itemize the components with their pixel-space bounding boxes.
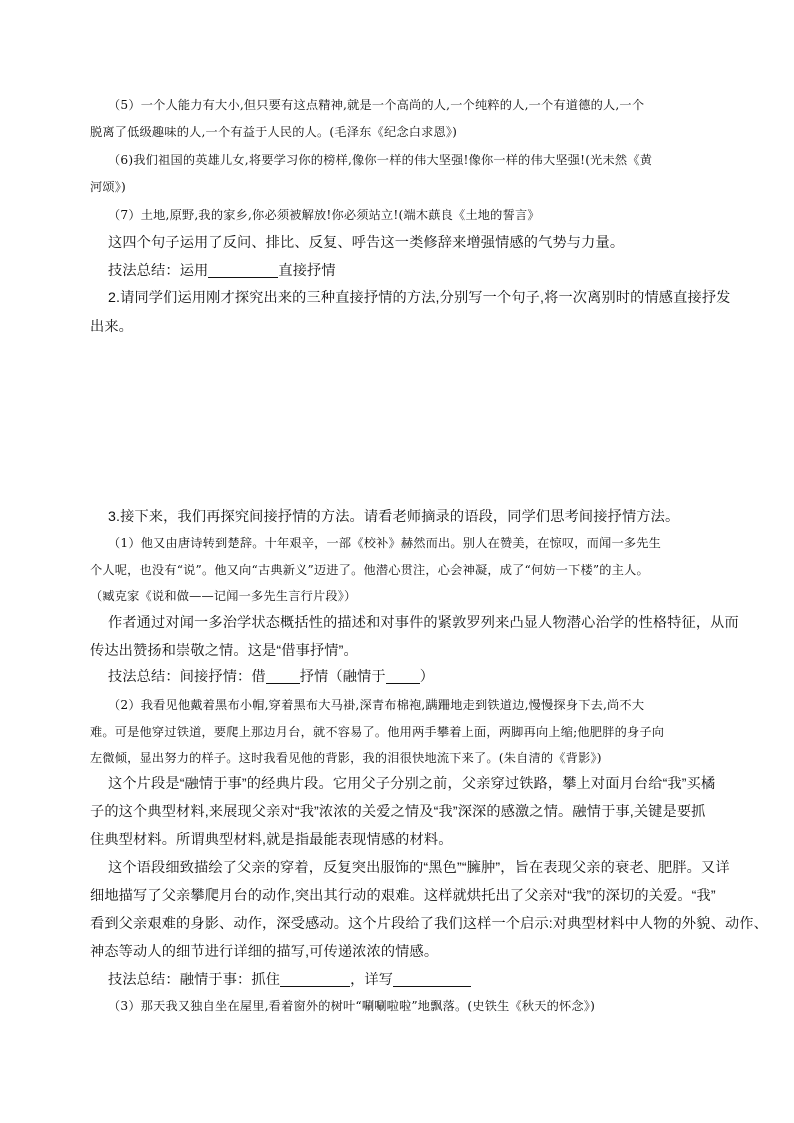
analysis-2-line-2: 子的这个典型材料,来展现父亲对“我”浓浓的关爱之情及“我”深深的感激之情。融情于事,关键是要抓 — [90, 804, 706, 820]
summary-suffix: 直接抒情 — [278, 263, 336, 279]
analysis-1-line-1: 作者通过对闻一多治学状态概括性的描述和对事件的紧敦罗列来凸显人物潜心治学的性格特征，从而 — [108, 615, 739, 631]
analysis-1-line-2: 传达出赞扬和崇敬之情。这是“借事抒情”。 — [90, 643, 358, 659]
analysis-3-line-2: 细地描写了父亲攀爬月台的动作,突出其行动的艰难。这样就烘托出了父亲对“我”的深切的关爱。“我” — [90, 888, 716, 904]
example-5-line-1: （5）一个人能力有大小,但只要有这点精神,就是一个高尚的人,一个纯粹的人,一个有道德的人,一个 — [108, 98, 645, 112]
analysis-rhetoric: 这四个句子运用了反问、排比、反复、呼告这一类修辞来增强情感的气势与力量。 — [108, 235, 625, 251]
analysis-3-line-3: 看到父亲艰难的身影、动作，深受感动。这个片段给了我们这样一个启示:对典型材料中人物的外貌、动作、 — [90, 916, 768, 932]
summary-middle: 抒情（融情于 — [299, 669, 386, 685]
technique-summary-direct — [108, 260, 336, 280]
analysis-3-line-4: 神态等动人的细节进行详细的描写,可传递浓浓的情感。 — [90, 944, 439, 960]
summary-label: 技法总结：运用 — [108, 263, 209, 279]
technique-summary-detail — [108, 969, 471, 989]
example-5-line-2: 脱离了低级趣味的人,一个有益于人民的人。(毛泽东《纪念白求恩》) — [90, 125, 458, 139]
excerpt-1-line-2: 个人呢，也没有“说”。他又向“古典新义”迈进了。他潜心贯注，心会神凝，成了“何妨一下楼”的主人。 — [90, 563, 649, 577]
analysis-2-line-3: 住典型材料。所谓典型材料,就是指最能表现情感的材料。 — [90, 832, 453, 848]
example-7-line: （7）土地,原野,我的家乡,你必须被解放!你必须站立!(端木蕻良《土地的誓言》 — [108, 208, 540, 222]
task-3-intro: 3.接下来，我们再探究间接抒情的方法。请看老师摘录的语段，同学们思考间接抒情方法。 — [108, 509, 680, 525]
summary-close: ） — [419, 669, 435, 685]
fill-blank-detail[interactable] — [393, 972, 471, 987]
excerpt-1-line-1: （1）他又由唐诗转到楚辞。十年艰辛，一部《校补》赫然而出。别人在赞美，在惊叹，而闻一多先生 — [108, 536, 662, 550]
analysis-2-line-1: 这个片段是“融情于事”的经典片段。它用父子分别之前，父亲穿过铁路，攀上对面月台给“我”买橘 — [108, 776, 716, 792]
fill-blank-method[interactable] — [208, 263, 278, 278]
fill-blank-borrow[interactable] — [266, 669, 300, 684]
technique-summary-indirect — [108, 666, 434, 686]
summary-label: 技法总结：间接抒情：借 — [108, 669, 266, 685]
summary-middle: ，详写 — [350, 972, 394, 988]
example-6-line-2: 河颂》) — [90, 180, 127, 194]
excerpt-2-line-3: 左微倾，显出努力的样子。这时我看见他的背影，我的泪很快地流下来了。(朱自清的《背影》) — [90, 751, 602, 765]
excerpt-2-line-1: （2）我看见他戴着黑布小帽,穿着黑布大马褂,深青布棉袍,蹒跚地走到铁道边,慢慢探身下去,尚不大 — [108, 698, 645, 712]
excerpt-1-source: （臧克家《说和做——记闻一多先生言行片段》） — [90, 589, 357, 603]
analysis-3-line-1: 这个语段细致描绘了父亲的穿着，反复突出服饰的“黑色”“臃肿”，旨在表现父亲的衰老、肥胖。又详 — [108, 860, 730, 876]
excerpt-3-line-1: （3）那天我又独自坐在屋里,看着窗外的树叶“唰唰啦啦”地飘落。(史铁生《秋天的怀念》) — [108, 999, 596, 1013]
fill-blank-blend[interactable] — [386, 669, 420, 684]
task-2-line-1: 2.请同学们运用刚才探究出来的三种直接抒情的方法,分别写一个句子,将一次离别时的情感直接抒发 — [108, 290, 731, 306]
fill-blank-grasp[interactable] — [280, 972, 350, 987]
summary-label: 技法总结：融情于事：抓住 — [108, 972, 281, 988]
example-6-line-1: （6)我们祖国的英雄儿女,将要学习你的榜样,像你一样的伟大坚强!像你一样的伟大坚强!(光未然《黄 — [108, 153, 653, 167]
excerpt-2-line-2: 难。可是他穿过铁道，要爬上那边月台，就不容易了。他用两手攀着上面，两脚再向上缩;他肥胖的身子向 — [90, 725, 665, 739]
task-2-line-2: 出来。 — [90, 319, 134, 335]
